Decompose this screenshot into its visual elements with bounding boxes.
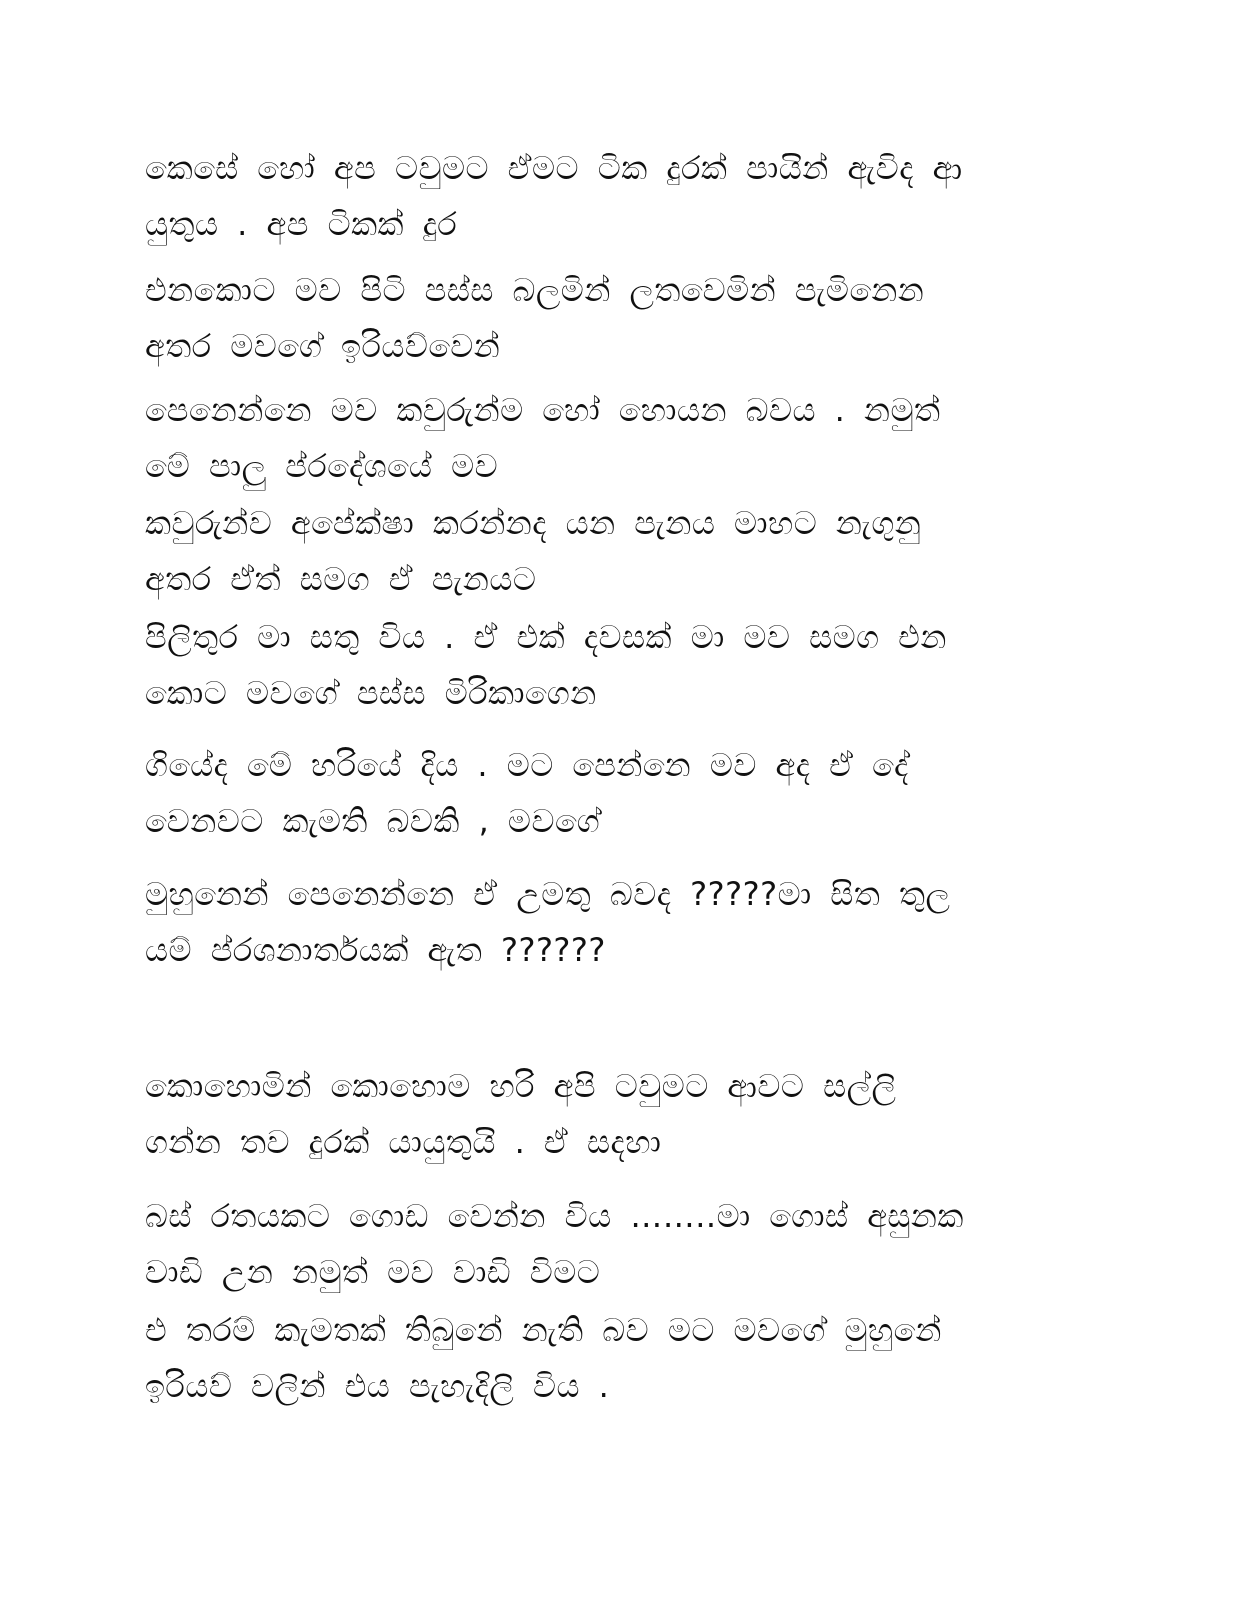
paragraph-line: ගියේද මේ හරියේ දිය . මට පෙන්නෙ මව අද ඒ දේ bbox=[145, 746, 909, 784]
paragraph-7 bbox=[145, 866, 1085, 978]
paragraph-line: අතර මවගේ ඉරියව්වෙන් bbox=[145, 327, 501, 365]
paragraph-4 bbox=[145, 495, 1085, 607]
paragraph-line: මේ පාලු ප්රදේශයේ මව bbox=[145, 447, 499, 485]
paragraph-line: කෙසේ හෝ අප ටවුමට ඒමට ටික දුරක් පායින් ඇවිද ආ bbox=[145, 149, 963, 187]
paragraph-line: ගන්න තව දුරක් යායුතුයි . ඒ සදහා bbox=[145, 1123, 662, 1161]
paragraph-line: කොහොමින් කොහොම හරි අපි ටවුමට ආවට සල්ලි bbox=[145, 1067, 897, 1105]
paragraph-line: ඉරියව් වලින් එය පැහැදිලි විය . bbox=[145, 1367, 610, 1405]
paragraph-line: අතර ඒත් සමග ඒ පැනයට bbox=[145, 560, 537, 598]
paragraph-8 bbox=[145, 1058, 1085, 1170]
paragraph-line: එ තරම් කැමතක් තිබුනේ නැති බව මට මවගේ මුහුනේ bbox=[145, 1311, 942, 1349]
paragraph-line: කොට මවගේ පස්ස මිරිකාගෙන bbox=[145, 674, 597, 712]
paragraph-3 bbox=[145, 382, 1085, 494]
paragraph-line: එනකොට මව පිටි පස්ස බලමින් ලතවෙමින් පැමිනෙන bbox=[145, 271, 925, 309]
paragraph-2 bbox=[145, 262, 1085, 374]
paragraph-1 bbox=[145, 140, 1085, 252]
paragraph-line: බස් රතයකට ගොඩ වෙන්න විය ……..මා ගොස් අසුනක bbox=[145, 1197, 964, 1235]
paragraph-6 bbox=[145, 737, 1085, 849]
paragraph-line: වාඩි උන නමුත් මව වාඩි විමට bbox=[145, 1253, 601, 1291]
paragraph-line: කවුරුන්ව අපේක්ෂා කරන්නද යන පැනය මාහට නැගුනු bbox=[145, 504, 922, 542]
paragraph-line: පෙනෙන්නෙ මව කවුරුන්ම හෝ හොයන බවය . නමුත් bbox=[145, 391, 941, 429]
paragraph-line: මුහුනෙන් පෙනෙන්නෙ ඒ උමතු බවද ?????මා සිත තුල bbox=[145, 875, 951, 913]
paragraph-line: යම් ප්රශනාර්තයක් ඇත ?????? bbox=[145, 931, 606, 969]
paragraph-line: පිලිතුර මා සතු විය . ඒ එක් දවසක් මා මව සමග එන bbox=[145, 618, 947, 656]
paragraph-5 bbox=[145, 609, 1085, 721]
paragraph-9 bbox=[145, 1188, 1085, 1300]
paragraph-10 bbox=[145, 1302, 1085, 1414]
paragraph-line: යුතුය . අප ටිකක් දුර bbox=[145, 205, 458, 243]
paragraph-line: වෙනවට කැමති බවකි , මවගේ bbox=[145, 802, 601, 840]
